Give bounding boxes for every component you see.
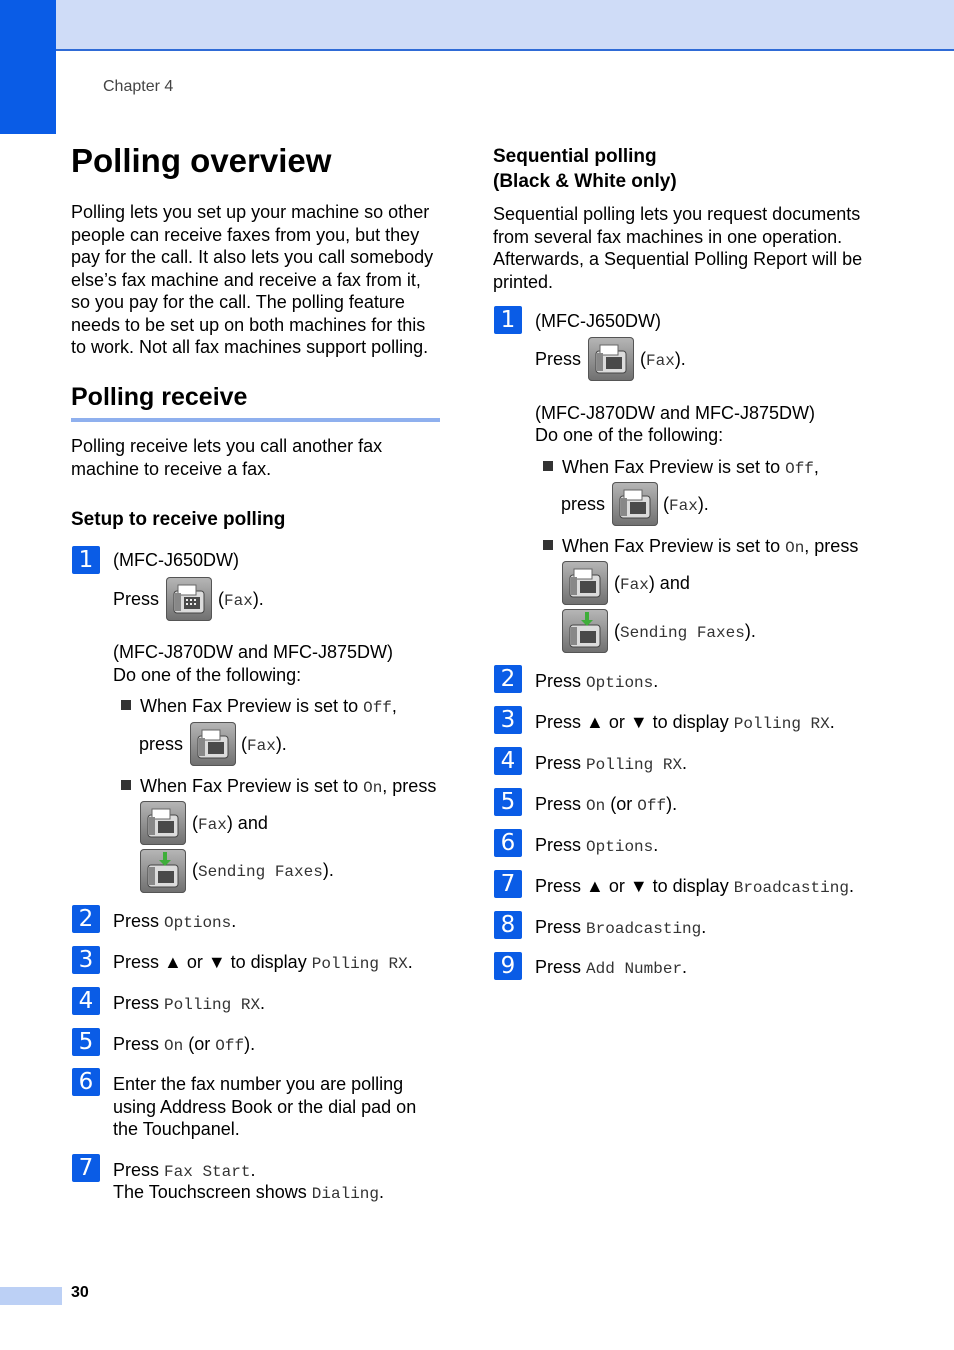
step-text: Press Options. bbox=[535, 835, 659, 856]
step-text: (MFC-J870DW and MFC-J875DW) bbox=[113, 642, 394, 662]
step-text: (Fax). bbox=[640, 349, 686, 370]
step-text: Press Polling RX. bbox=[535, 753, 688, 774]
subsection-title: Setup to receive polling bbox=[71, 509, 286, 530]
bullet-item: When Fax Preview is set to On, press bbox=[543, 535, 858, 559]
section-paragraph: Polling receive lets you call another fax machine to receive a fax. bbox=[71, 436, 383, 479]
page-title: Polling overview bbox=[71, 142, 332, 179]
step-text: Press bbox=[535, 349, 582, 369]
bullet-text: press bbox=[561, 494, 606, 514]
section-rule bbox=[71, 418, 440, 422]
step-number: 5 bbox=[494, 788, 522, 816]
chapter-label: Chapter 4 bbox=[103, 78, 174, 95]
step-text: (MFC-J650DW) bbox=[113, 550, 239, 570]
step-text: (MFC-J650DW) bbox=[535, 311, 661, 331]
bullet-text: (Sending Faxes). bbox=[192, 860, 334, 881]
step-number: 8 bbox=[494, 911, 522, 939]
step-number: 3 bbox=[72, 946, 100, 974]
step-number: 9 bbox=[494, 952, 522, 980]
step-text: Press bbox=[113, 589, 160, 609]
step-number: 4 bbox=[72, 987, 100, 1015]
fax-machine-icon[interactable] bbox=[562, 561, 608, 605]
step-text: Do one of the following: bbox=[535, 425, 724, 445]
step-text: Press Options. bbox=[113, 911, 237, 932]
step-text: Press ▲ or ▼ to display Broadcasting. bbox=[535, 876, 854, 897]
page-number: 30 bbox=[71, 1284, 89, 1301]
chapter-tab bbox=[0, 0, 56, 134]
section-title: Sequential polling bbox=[493, 146, 657, 167]
step-text: Press On (or Off). bbox=[113, 1034, 256, 1055]
fax-machine-icon[interactable] bbox=[190, 722, 236, 766]
bullet-text: (Fax) and bbox=[192, 813, 268, 834]
bullet-icon bbox=[543, 540, 553, 550]
step-number: 3 bbox=[494, 706, 522, 734]
step-number: 6 bbox=[494, 829, 522, 857]
step-number: 6 bbox=[72, 1068, 100, 1096]
step-number: 5 bbox=[72, 1028, 100, 1056]
step-number: 1 bbox=[72, 546, 100, 574]
section-subtitle: (Black & White only) bbox=[493, 171, 677, 192]
bullet-icon bbox=[121, 780, 131, 790]
step-number: 1 bbox=[494, 306, 522, 334]
sending-faxes-icon[interactable] bbox=[562, 609, 608, 653]
fax-machine-icon[interactable] bbox=[588, 337, 634, 381]
footer-bar bbox=[0, 1287, 62, 1305]
step-text: Press Add Number. bbox=[535, 957, 688, 978]
step-text: The Touchscreen shows Dialing. bbox=[113, 1182, 385, 1203]
step-number: 4 bbox=[494, 747, 522, 775]
step-text: Press ▲ or ▼ to display Polling RX. bbox=[113, 952, 413, 973]
step-number: 7 bbox=[72, 1154, 100, 1182]
step-text: Enter the fax number you are polling using Address Book or the dial pad on the Touchpanel. bbox=[113, 1074, 417, 1139]
bullet-text: (Sending Faxes). bbox=[614, 621, 756, 642]
step-text: Press Broadcasting. bbox=[535, 917, 707, 938]
bullet-item: When Fax Preview is set to On, press bbox=[121, 775, 436, 799]
bullet-text: press bbox=[139, 734, 184, 754]
bullet-text: (Fax) and bbox=[614, 573, 690, 594]
bullet-icon bbox=[121, 700, 131, 710]
intro-paragraph: Polling lets you set up your machine so other people can receive faxes from you, but they pay for the call. It also lets you call somebody else’s fax machine and receive a fax from it, so you pay for the call. The polling feature needs to be set up on both machines for this to work. Not all fax machines support polling. bbox=[71, 202, 434, 357]
step-text: Press On (or Off). bbox=[535, 794, 678, 815]
step-text: Do one of the following: bbox=[113, 665, 302, 685]
bullet-item: When Fax Preview is set to Off, bbox=[543, 456, 819, 480]
bullet-item: When Fax Preview is set to Off, bbox=[121, 695, 397, 719]
step-text: Press ▲ or ▼ to display Polling RX. bbox=[535, 712, 835, 733]
step-number: 2 bbox=[494, 665, 522, 693]
bullet-text: (Fax). bbox=[663, 494, 709, 515]
header-band bbox=[0, 0, 954, 51]
step-text: Press Fax Start. bbox=[113, 1160, 256, 1181]
step-text: (Fax). bbox=[218, 589, 264, 610]
step-text: (MFC-J870DW and MFC-J875DW) bbox=[535, 403, 816, 423]
fax-machine-icon[interactable] bbox=[140, 801, 186, 845]
bullet-text: (Fax). bbox=[241, 734, 287, 755]
step-number: 7 bbox=[494, 870, 522, 898]
bullet-icon bbox=[543, 461, 553, 471]
step-number: 2 bbox=[72, 905, 100, 933]
fax-machine-icon[interactable] bbox=[612, 482, 658, 526]
sending-faxes-icon[interactable] bbox=[140, 849, 186, 893]
section-title: Polling receive bbox=[71, 383, 248, 411]
fax-machine-icon[interactable] bbox=[166, 577, 212, 621]
intro-paragraph: Sequential polling lets you request documents from several fax machines in one operation. Afterwards, a Sequential Polling Report will be printed. bbox=[493, 204, 863, 292]
step-text: Press Polling RX. bbox=[113, 993, 266, 1014]
step-text: Press Options. bbox=[535, 671, 659, 692]
